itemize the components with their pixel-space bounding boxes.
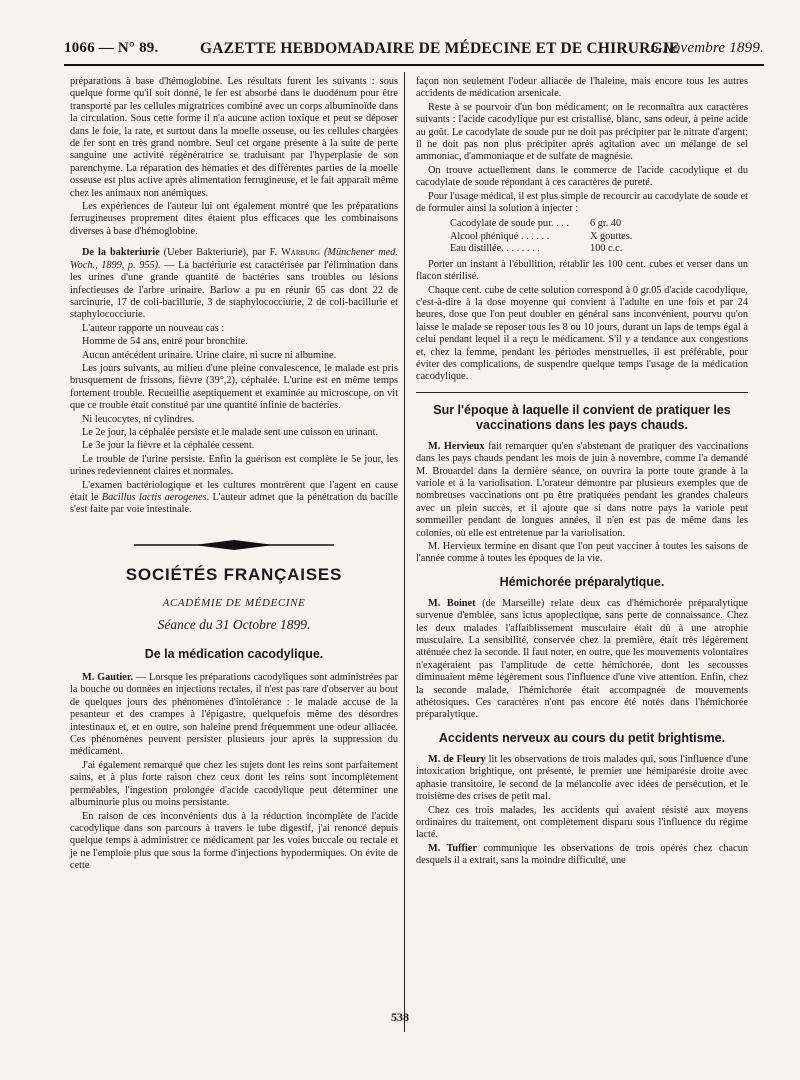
paragraph: M. Hervieux termine en disant que l'on peut vacciner à toutes les saisons de l'année comme à toutes les époques de la vie. — [416, 541, 748, 565]
paragraph: M. de Fleury lit les observations de trois malades qui, sous l'influence d'une intoxication brightique, ont présenté, le premier une hémiparésie droite avec aphasie transitoire, le second de la mélancolie avec idées de persécution, et le troisième des crises de petit mal. — [416, 753, 748, 803]
paragraph: Reste à se pourvoir d'un bon médicament; on le reconnaîtra aux caractères suivants : l'acide cacodylique pur est cristallisé, blanc, sans odeur, à peine acide au goût. Le cacodylate de soude pur ne doit pas précipiter par le nitrate d'argent; il ne doit pas non plus précipiter après agitation avec un mélange de sel ammoniac, d'ammoniaque et de sulfate de magnésie. — [416, 101, 748, 163]
speaker-name: M. Hervieux — [428, 440, 485, 452]
ornament-divider — [70, 539, 398, 551]
recipe-row: Alcool phéniqué . . . . . . X gouttes. — [450, 230, 633, 242]
paragraph: Homme de 54 ans, entré pour bronchite. — [82, 336, 248, 348]
recipe-row: Cacodylate de soude pur. . . . 6 gr. 40 — [450, 218, 622, 230]
bacillus-name: Bacillus lactis aerogenes — [101, 492, 207, 503]
running-header — [64, 38, 764, 62]
paragraph: Chez ces trois malades, les accidents qui avaient résisté aux moyens ordinaires du traitement, ont complètement disparu sous l'influence du régime lacté. — [416, 804, 748, 841]
paragraph: Chaque cent. cube de cette solution correspond à 0 gr.05 d'acide cacodylique, c'est-à-dire à la dose moyenne qui convient à l'adulte en une fois et par 24 heures, dose que l'on peut doubler en général sans inconvénient, pourvu qu'on laisse le malade se reposer tous les 8 ou 10 jours, durant un laps de temps égal à celui pendant lequel il a reçu le médicament. S'il y a tendance aux congestions et, chez la femme, pendant les périodes menstruelles, il est préférable, pour éviter des complications, de suspendre quelque temps l'usage de la médication cacodylique. — [416, 284, 748, 383]
article-reference: (Münchener med. Woch., 1899, p. 955). — [70, 247, 398, 271]
right-column — [416, 76, 748, 869]
article-heading: Accidents nerveux au cours du petit brightisme. — [438, 730, 726, 745]
paragraph: Le 3e jour la fièvre et la céphalée cessent. — [82, 440, 255, 452]
section-rule — [416, 392, 748, 393]
paragraph: Ni leucocytes, ni cylindres. — [82, 413, 195, 425]
left-column — [70, 76, 398, 874]
page-issue-number: 1066 — N° 89. — [64, 40, 159, 56]
paragraph: L'examen bactériologique et les cultures montrèrent que l'agent en cause était le Bacillus lactis aerogenes. L'auteur admet que la pénétration du bacille s'est faite par voie intestinale. — [70, 479, 398, 516]
paragraph: M. Hervieux fait remarquer qu'en s'abstenant de pratiquer des vaccinations dans les pays chauds pendant les mois de juin à novembre, comme l'a demandé M. Brouardel dans la dernière séance, on ouvrira la porte toute grande à la variole et à la variolisation. L'orateur démontre par plusieurs exemples que de nombreuses vaccinations ont pu être pratiquées pendant les grandes chaleurs avec un plein succès, et il ajoute que si dans notre pays la variole peut sommeiller pendant de longues années, il n'en est pas de même dans les colonies, où elle est entretenue par la variolisation. — [416, 440, 748, 539]
paragraph: En raison de ces inconvénients dus à la réduction incomplète de l'acide cacodylique dans son parcours à travers le tube digestif, j'ai renoncé depuis quelque temps à administrer ce médicament par les voies buccale ou rectale et je ne l'emploie plus que sous la forme d'injections hypodermiques. On évite de cette — [70, 810, 398, 872]
column-divider — [404, 72, 405, 1032]
section-title: SOCIÉTÉS FRANÇAISES — [125, 564, 343, 584]
article-heading: Hémichorée préparalytique. — [499, 574, 665, 589]
article-bakteriurie: De la bakteriurie (Ueber Bakteriurie), par F. Warburg (Münchener med. Woch., 1899, p. 955). — La bactériurie est caractérisée par l'élimination dans les urines d'une grande quantité de bactéries sans troubles ou lésions infectieuses de l'arbre urinaire. Barlow a pu en réunir 65 cas dont 22 de sarcinurie, 17 de coli-bacillurie, 3 de staphylococciurie, 2 de coli-bacillurie et staphylococciurie. — [70, 247, 398, 321]
header-rule — [64, 64, 764, 66]
paragraph: façon non seulement l'odeur alliacée de l'haleine, mais encore tous les autres accidents de médication arsenicale. — [416, 76, 748, 100]
page-number: 538 — [391, 1010, 409, 1024]
paragraph: M. Tuffier communique les observations de trois opérés chez chacun desquels il a extrait, sans la moindre difficulté, une — [416, 842, 748, 867]
article-title: De la bakteriurie — [82, 247, 160, 259]
journal-title: GAZETTE HEBDOMADAIRE DE MÉDECINE ET DE CHIRURGIE — [200, 40, 680, 57]
paragraph: On trouve actuellement dans le commerce de l'acide cacodylique et du cacodylate de soude répondant à ces caractères de pureté. — [416, 164, 748, 189]
paragraph: J'ai également remarqué que chez les sujets dont les reins sont parfaitement sains, et à plus forte raison chez ceux dont les reins sont incomplètement perméables, l'ingestion prolongée d'acide cacodylique peut déterminer une albuminurie plus ou moins persistante. — [70, 759, 398, 809]
paragraph: Pour l'usage médical, il est plus simple de recourcir au cacodylate de soude et de formuler ainsi la solution à injecter : — [416, 190, 748, 215]
paragraph: Les jours suivants, au milieu d'une pleine convalescence, le malade est pris brusquement de frissons, fièvre (39°,2), céphalée. L'urine est en même temps fortement trouble. Recueillie aseptiquement et examinée au microscope, on vit que ce trouble était constitué par une quantité infinie de bactéries. — [70, 362, 398, 412]
paragraph: M. Gautier. — Lorsque les préparations cacodyliques sont administrées par la bouche ou données en injections rectales, il n'est pas rare d'observer au bout de quelques jours des phénomènes d'intolérance : le malade accuse de la pesanteur et des crampes à l'épigastre, quelquefois même des désordres intestinaux et, et en outre, son haleine prend fréquemment une odeur alliacée. Ces phénomènes peuvent persister plusieurs jour après la suppression du médicament. — [70, 672, 398, 758]
recipe-row: Eau distillée. . . . . . . . 100 c.c. — [450, 243, 623, 255]
article-heading: De la médication cacodylique. — [144, 647, 324, 662]
speaker-name: M. Gautier. — [82, 672, 134, 684]
paragraph: Les expériences de l'auteur lui ont également montré que les préparations ferrugineuses proprement dites étaient plus efficaces que les combinaisons diverses à base d'hémoglobine. — [70, 201, 398, 237]
speaker-name: M. Tuffier — [428, 842, 477, 854]
paragraph: Le 2e jour, la céphalée persiste et le malade sent une cuisson en urinant. — [82, 426, 379, 438]
paragraph: Porter un instant à l'ébullition, rétablir les 100 cent. cubes et verser dans un flacon stérilisé. — [416, 258, 748, 283]
academy-heading: ACADÉMIE DE MÉDECINE — [162, 597, 306, 610]
speaker-name: M. de Fleury — [428, 753, 486, 765]
paragraph: Aucun antécédent urinaire. Urine claire, ni sucre ni albumine. — [82, 349, 337, 361]
paragraph: L'auteur rapporte un nouveau cas : — [82, 322, 225, 334]
issue-date: 5 Novembre 1899. — [650, 40, 764, 56]
paragraph: Le trouble de l'urine persiste. Enfin la guérison est complète le 5e jour, les urines redeviennent claires et normales. — [70, 453, 398, 478]
speaker-name: M. Boinet — [428, 597, 476, 609]
article-author: Warburg — [281, 247, 320, 259]
session-date: Séance du 31 Octobre 1899. — [157, 616, 311, 632]
recipe-list — [450, 218, 748, 255]
paragraph: préparations à base d'hémoglobine. Les résultats furent les suivants : sous quelque forme qu'il soit donné, le fer est absorbé dans le duodénum pour être transporté par les cellules migratrices combiné avec un corps albuminoïde dans la circulation. Sous cette forme il n'a aucune action toxique et peut se déposer dans le foie, la rate, et surtout dans la moelle osseuse, ou les cellules chargées de fer sont en très grand nombre. Seul cet organe présente à la suite de perte sanguine une activité régénératrice se traduisant par l'hyperplasie de son parenchyme. La réparation des hématies et des différentes parties de la moelle osseuse est plus active après alimentation ferrugineuse, et le fait apparaît même chez les animaux non anémiques. — [70, 76, 398, 199]
article-heading: Sur l'époque à laquelle il convient de pratiquer les vaccinations dans les pays chauds. — [433, 402, 731, 432]
paragraph: M. Boinet (de Marseille) relate deux cas d'hémichorée préparalytique survenue d'emblée, sans ictus apoplectique, sans perte de connaissance. Chez les deux malades l'affaiblissement musculaire était dû à une atrophie musculaire. La sensibilité, conservée chez la première, était très légèrement atténuée chez la seconde. Il faut noter, en outre, que les mouvements volontaires n'exagéraient pas l'amplitude de cette hémichorée, dont les secousses diminuaient même légèrement sous l'influence d'une vive attention. Enfin, chez la seconde malade, l'hémichorée était accompagnée de mouvements athétosiques. Ces caractères n'ont pas encore été notés dans l'hémichorée préparalytique. — [416, 597, 748, 721]
